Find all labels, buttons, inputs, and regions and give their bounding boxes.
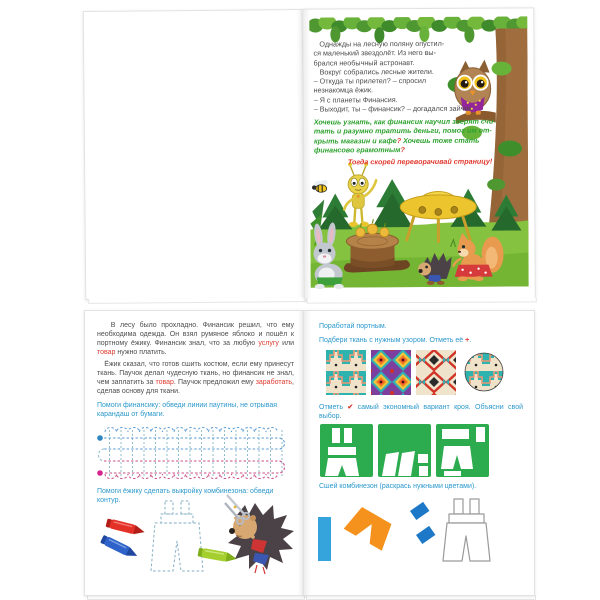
paragraph-1: В лесу было прохладно. Финансик решил, что ему необходима одежда. Он взял румяное яблоко и пошёл к портному ёжику. Финансик знал, что за любую услугу или товар нужно платить. [97, 322, 294, 356]
hedgehog-tailor [223, 491, 295, 583]
story-cta-text: Тогда скорей переворачивай страницу! [347, 156, 493, 167]
piece-blue-diamond-2 [416, 526, 435, 544]
layout-option-1 [320, 424, 373, 477]
piece-blue-diamond-1 [410, 502, 429, 520]
trace-start-dot-magenta [97, 470, 103, 476]
piece-orange-pants [344, 505, 396, 551]
page-activity-left [84, 310, 304, 596]
cutting-layout-options [320, 424, 490, 478]
task-outline-text: Помоги ёжику сделать выкройку комбинезона: обведи контур. [97, 488, 274, 504]
bee [312, 180, 328, 192]
layout-option-2 [378, 424, 431, 477]
task-fabric-text: Подбери ткань с нужным узором. Отметь её +. [319, 337, 472, 344]
page-activity-right [303, 310, 535, 596]
story-invite-text: Хочешь узнать, как финансик научил зверят счи- тать и разумно тратить деньги, помог им от- крыть магазин и кафе? Хочешь тоже стать финансово грамотным? [313, 116, 496, 155]
task-sew-text: Сшей комбинезон (раскрась нужными цветами). [319, 483, 477, 490]
page-story [302, 7, 536, 299]
task-economy-text: Отметь ✔ самый экономный вариант кроя. Объясни свой выбор. [319, 404, 524, 420]
paragraph-2: Ёжик сказал, что готов сшить костюм, если ему принесут ткань. Паучок делал чудесную ткань, но финансик не знал, чем заплатить за товар. Паучок предложил ему заработать, сделав основу для ткани. [97, 361, 294, 395]
story-text: Однажды на лесную поляну опустил- ся маленький звездолёт. Из него вы- брался необычный астронавт. Вокруг собрались лесные жители. – Откуда ты прилетел? – спросил незнакомца ёжик. – Я с планеты Финансия. – Выходит, ты – финансик? – догадался зайчик. [313, 38, 474, 114]
alien-finansik [344, 162, 376, 227]
sewing-pieces-figure [318, 497, 494, 571]
web-tracing-figure [93, 423, 297, 483]
trace-start-dot-blue [97, 435, 103, 441]
swatch-purple-diamonds [371, 350, 411, 395]
fabric-swatches [326, 349, 508, 397]
layout-option-3 [436, 424, 489, 477]
tailor-title: Поработай портным. [319, 323, 387, 330]
task-web-text: Помоги финансику: обведи линии паутины, не отрывая карандаш от бумаги. [97, 402, 278, 418]
swatch-cream-zigzag [416, 350, 456, 395]
swatch-reference-circle [465, 353, 503, 391]
piece-blue-strip [318, 517, 331, 561]
page-blank-left [83, 9, 306, 300]
swatch-teal-steps [326, 350, 366, 395]
overalls-dotted-outline [147, 499, 209, 581]
overalls-outline [443, 499, 490, 561]
left-page-text-column [97, 321, 294, 419]
page-spine-shadow [304, 311, 311, 595]
crayon-blue [98, 532, 141, 562]
